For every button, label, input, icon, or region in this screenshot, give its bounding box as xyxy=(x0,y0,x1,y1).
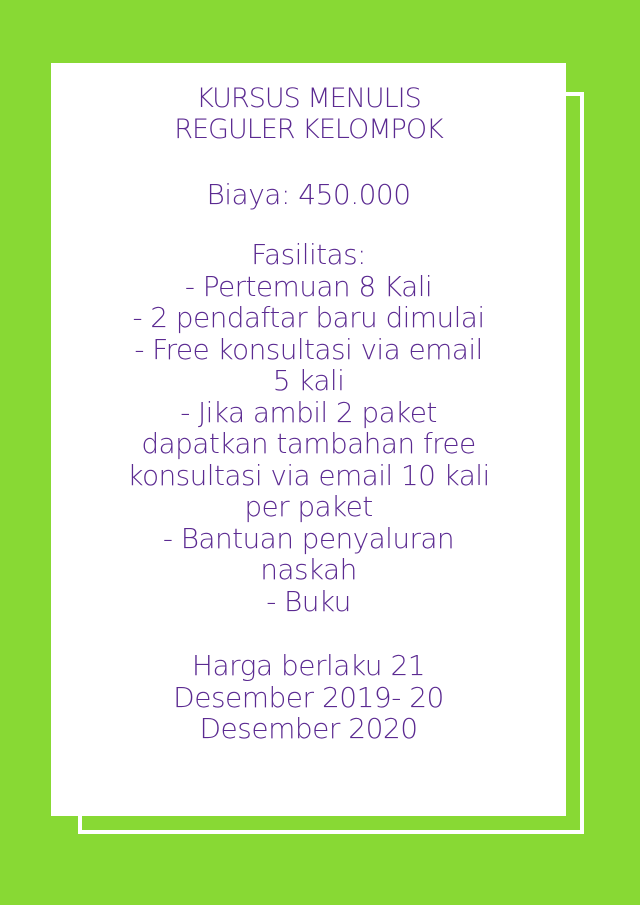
card-content xyxy=(51,83,566,745)
facility-line: - Bantuan penyaluran xyxy=(162,521,455,555)
facilities-heading: Fasilitas: xyxy=(251,238,366,271)
validity-line: Desember 2019- 20 xyxy=(173,680,444,714)
facility-line: 5 kali xyxy=(272,364,345,397)
info-card xyxy=(51,63,566,816)
course-title-line-1: KURSUS MENULIS xyxy=(196,83,421,114)
facility-line: - Pertemuan 8 Kali xyxy=(184,269,433,303)
facility-line: - Buku xyxy=(266,584,351,618)
course-price: Biaya: 450.000 xyxy=(206,178,411,211)
facility-line: - Jika ambil 2 paket xyxy=(180,395,437,429)
validity-line: Harga berlaku 21 xyxy=(191,649,426,682)
facility-line: dapatkan tambahan free xyxy=(141,427,476,460)
validity-line: Desember 2020 xyxy=(199,712,418,745)
facilities-list xyxy=(51,239,566,617)
facility-line: naskah xyxy=(260,553,357,586)
course-title-line-2: REGULER KELOMPOK xyxy=(174,114,443,145)
course-title xyxy=(51,83,566,145)
price-validity xyxy=(51,650,566,745)
facility-line: - 2 pendaftar baru dimulai xyxy=(132,301,485,334)
facility-line: - Free konsultasi via email xyxy=(134,332,483,366)
facility-line: konsultasi via email 10 kali xyxy=(127,458,490,492)
facility-line: per paket xyxy=(244,490,373,523)
